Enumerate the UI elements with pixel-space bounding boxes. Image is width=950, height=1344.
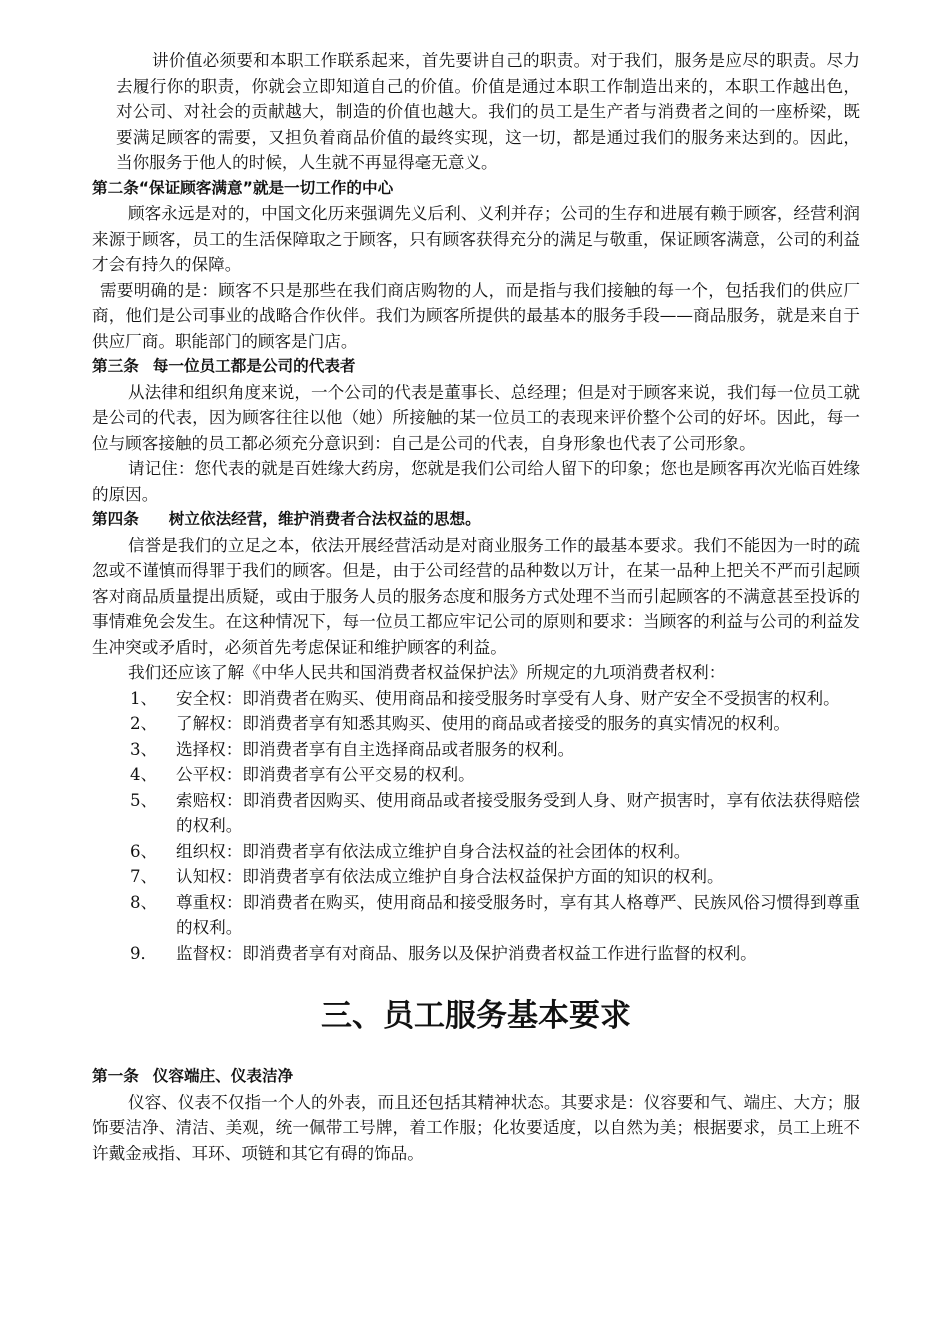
right-number: 4、 [130,765,158,784]
article-3-label: 第三条 [92,357,139,375]
article-3-title: 每一位员工都是公司的代表者 [152,357,356,375]
consumer-right-item [92,839,860,865]
intro-paragraph: 讲价值必须要和本职工作联系起来，首先要讲自己的职责。对于我们，服务是应尽的职责。尽力去履行你的职责，你就会立即知道自己的价值。价值是通过本职工作制造出来的，本职工作越出色，对公司、对社会的贡献越大，制造的价值也越大。我们的员工是生产者与消费者之间的一座桥梁，既要满足顾客的需要，又担负着商品价值的最终实现，这一切，都是通过我们的服务来达到的。因此，当你服务于他人的时候，人生就不再显得毫无意义。 [116,51,860,172]
article-2-paragraph-1: 顾客永远是对的，中国文化历来强调先义后利、义利并存；公司的生存和进展有赖于顾客，经营利润来源于顾客，员工的生活保障取之于顾客，只有顾客获得充分的满足与敬重，保证顾客满意，公司的利益才会有持久的保障。 [92,204,860,274]
section-3-article-1-paragraph: 仪容、仪表不仅指一个人的外表，而且还包括其精神状态。其要求是：仪容要和气、端庄、大方；服饰要洁净、清洁、美观，统一佩带工号牌，着工作服；化妆要适度，以自然为美；根据要求，员工上班不许戴金戒指、耳环、项链和其它有碍的饰品。 [92,1092,860,1163]
right-number: 2、 [130,714,158,733]
article-2-heading [92,176,860,202]
document-page [92,48,860,1166]
right-description: 即消费者享有对商品、服务以及保护消费者权益工作进行监督的权利。 [242,943,757,963]
article-2-heading-text: 第二条“保证顾客满意”就是一切工作的中心 [92,178,394,197]
right-term: 安全权： [176,688,243,708]
right-description: 即消费者享有依法成立维护自身合法权益保护方面的知识的权利。 [242,867,724,886]
section-3-title: 三、员工服务基本要求 [321,998,631,1034]
article-4-label: 第四条 [92,510,139,528]
article-4-heading [92,507,860,533]
right-number: 1、 [130,688,158,708]
article-4-title: 树立依法经营，维护消费者合法权益的思想。 [168,510,481,528]
right-description: 即消费者享有依法成立维护自身合法权益的社会团体的权利。 [242,841,691,861]
right-description: 即消费者在购买，使用商品和接受服务时，享有其人格尊严、民族风俗习惯得到尊重的权利。 [176,892,861,937]
right-term: 选择权： [176,739,243,759]
right-description: 即消费者在购买、使用商品和接受服务时享受有人身、财产安全不受损害的权利。 [242,688,840,708]
right-term: 监督权： [176,943,243,963]
right-number: 6、 [130,841,158,861]
right-term: 了解权： [176,714,243,733]
right-description: 即消费者享有知悉其购买、使用的商品或者接受的服务的真实情况的权利。 [242,714,790,733]
article-3-heading [92,354,860,380]
consumer-right-item [92,737,860,763]
consumer-right-item [92,788,860,839]
right-term: 公平权： [176,765,243,784]
right-term: 组织权： [176,841,243,861]
article-4-paragraph-1: 信誉是我们的立足之本，依法开展经营活动是对商业服务工作的最基本要求。我们不能因为一时的疏忽或不谨慎而得罪于我们的顾客。但是，由于公司经营的品种数以万计，在某一品种上把关不严而引起顾客对商品质量提出质疑，或由于服务人员的服务态度和服务方式处理不当而引起顾客的不满意甚至投诉的事情难免会发生。在这种情况下，每一位员工都应牢记公司的原则和要求：当顾客的利益与公司的利益发生冲突或矛盾时，必须首先考虑保证和维护顾客的利益。 [92,535,860,657]
consumer-rights-list [92,686,860,967]
right-term: 索赔权： [176,790,243,810]
section-3-article-1-title: 仪容端庄、仪表洁净 [152,1067,294,1085]
section-3-article-1-label: 第一条 [92,1067,139,1085]
right-description: 即消费者因购买、使用商品或者接受服务受到人身、财产损害时，享有依法获得赔偿的权利。 [176,790,861,835]
consumer-right-item [92,941,860,967]
consumer-right-item [92,686,860,712]
right-term: 尊重权： [176,892,243,912]
right-number: 5、 [130,790,158,810]
article-3-paragraph-1: 从法律和组织角度来说，一个公司的代表是董事长、总经理；但是对于顾客来说，我们每一位员工就是公司的代表，因为顾客往往以他（她）所接触的某一位员工的表现来评价整个公司的好坏。因此，每一位与顾客接触的员工都必须充分意识到：自己是公司的代表，自身形象也代表了公司形象。 [92,382,860,453]
article-3-paragraph-2: 请记住：您代表的就是百姓缘大药房，您就是我们公司给人留下的印象；您也是顾客再次光临百姓缘的原因。 [92,459,860,504]
section-3-article-1-heading [92,1064,860,1090]
right-number: 7、 [130,867,158,886]
right-number: 8、 [130,892,158,912]
article-2-paragraph-2: 需要明确的是：顾客不只是那些在我们商店购物的人，而是指与我们接触的每一个，包括我们的供应厂商，他们是公司事业的战略合作伙伴。我们为顾客所提供的最基本的服务手段——商品服务，就是来自于供应厂商。职能部门的顾客是门店。 [92,280,860,351]
consumer-right-item [92,762,860,788]
right-description: 即消费者享有自主选择商品或者服务的权利。 [242,739,575,759]
consumer-right-item [92,711,860,737]
right-description: 即消费者享有公平交易的权利。 [242,765,475,784]
article-4-paragraph-2: 我们还应该了解《中华人民共和国消费者权益保护法》所规定的九项消费者权利： [128,663,726,682]
right-number: 3、 [130,739,158,759]
consumer-right-item [92,864,860,890]
consumer-right-item [92,890,860,941]
right-term: 认知权： [176,867,243,886]
right-number: 9． [130,943,158,963]
